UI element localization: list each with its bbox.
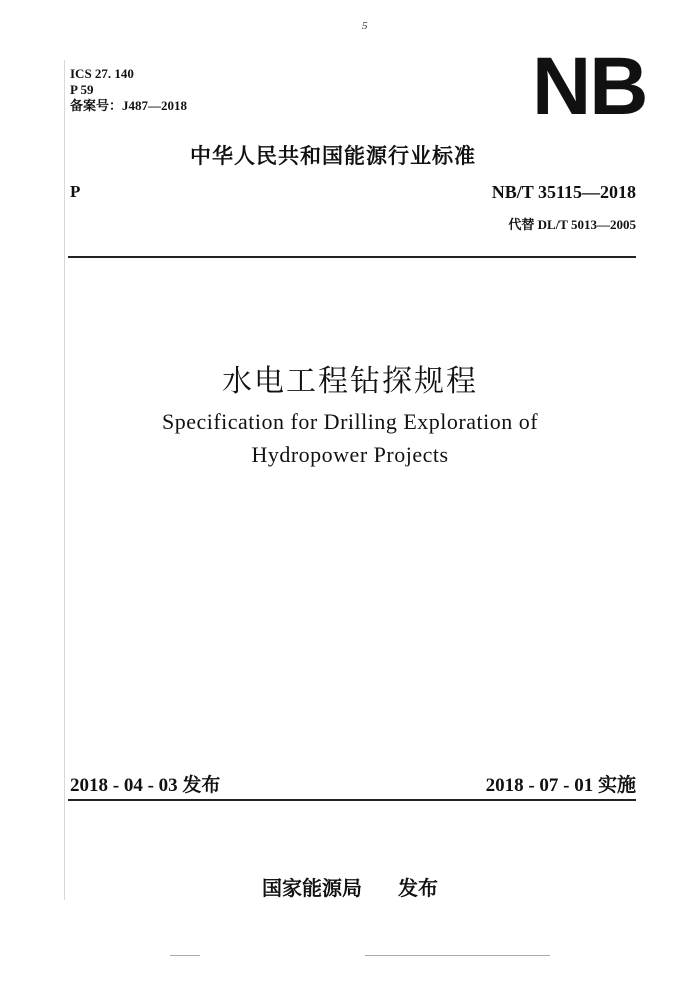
implementation-date: 2018 - 07 - 01 实施 xyxy=(485,775,636,796)
issue-date: 2018 - 04 - 03 发布 xyxy=(70,775,221,796)
publisher-line xyxy=(0,872,700,901)
classification-code: P xyxy=(70,182,81,201)
title-english-line2: Hydropower Projects xyxy=(251,442,449,467)
top-divider xyxy=(68,256,636,258)
scan-artifact-line xyxy=(170,955,200,956)
identifier-block xyxy=(70,66,187,114)
standard-number: NB/T 35115—2018 xyxy=(491,182,636,202)
nb-logo: NB xyxy=(532,41,647,132)
record-number: 备案号：J487—2018 xyxy=(70,98,188,113)
ics-code: ICS 27. 140 xyxy=(70,66,134,81)
publisher-name: 国家能源局 xyxy=(262,876,362,900)
issuer-heading: 中华人民共和国能源行业标准 xyxy=(190,144,476,168)
top-mark: 5 xyxy=(362,20,368,32)
replaces-standard: 代替 DL/T 5013—2005 xyxy=(508,217,636,232)
scan-artifact-line xyxy=(365,955,550,956)
bottom-divider xyxy=(68,799,636,801)
title-chinese: 水电工程钻探规程 xyxy=(222,364,478,399)
scan-edge-line xyxy=(64,60,65,900)
title-english-line1: Specification for Drilling Exploration of xyxy=(161,409,539,434)
publisher-action: 发布 xyxy=(398,876,438,900)
ccs-code: P 59 xyxy=(70,82,94,97)
